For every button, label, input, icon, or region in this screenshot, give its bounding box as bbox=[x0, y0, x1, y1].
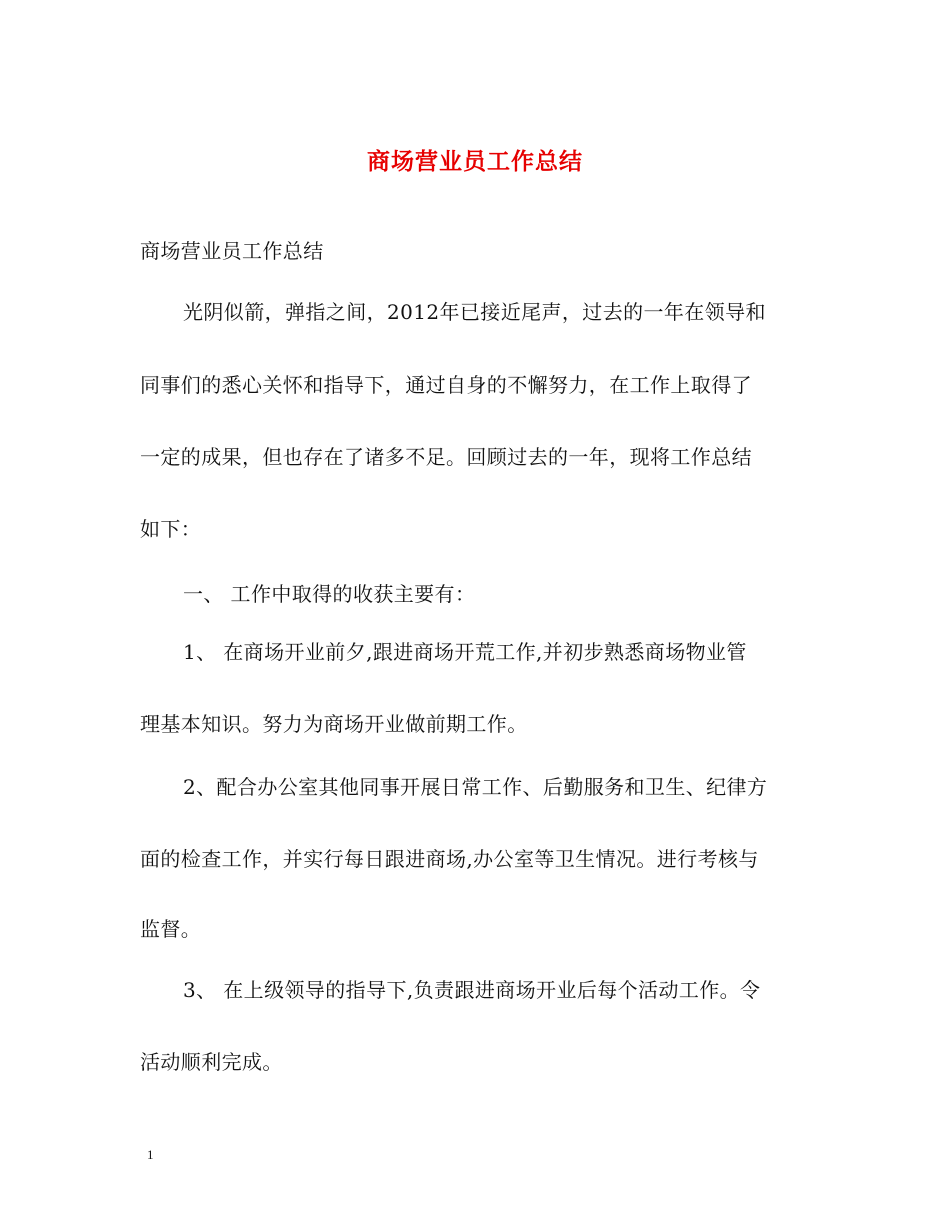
list-item-line: 理基本知识。努力为商场开业做前期工作。 bbox=[140, 712, 528, 736]
paragraph-line: 一定的成果，但也存在了诸多不足。回顾过去的一年，现将工作总结 bbox=[140, 445, 752, 469]
page-number: 1 bbox=[147, 1147, 154, 1162]
paragraph-line: 同事们的悉心关怀和指导下，通过自身的不懈努力，在工作上取得了 bbox=[140, 373, 752, 397]
paragraph-line: 如下： bbox=[140, 517, 202, 541]
document-subtitle: 商场营业员工作总结 bbox=[140, 239, 324, 263]
document-title: 商场营业员工作总结 bbox=[367, 148, 583, 175]
list-item-line: 活动顺利完成。 bbox=[140, 1050, 283, 1074]
list-item-line: 2、配合办公室其他同事开展日常工作、后勤服务和卫生、纪律方 bbox=[183, 775, 768, 799]
list-item-line: 3、 在上级领导的指导下,负责跟进商场开业后每个活动工作。令 bbox=[183, 978, 761, 1002]
section-heading: 一、 工作中取得的收获主要有： bbox=[183, 582, 476, 606]
paragraph-line: 光阴似箭，弹指之间，2012年已接近尾声，过去的一年在领导和 bbox=[183, 300, 766, 324]
list-item-line: 面的检查工作，并实行每日跟进商场,办公室等卫生情况。进行考核与 bbox=[140, 847, 759, 871]
list-item-line: 监督。 bbox=[140, 917, 202, 941]
list-item-line: 1、 在商场开业前夕,跟进商场开荒工作,并初步熟悉商场物业管 bbox=[183, 640, 747, 664]
